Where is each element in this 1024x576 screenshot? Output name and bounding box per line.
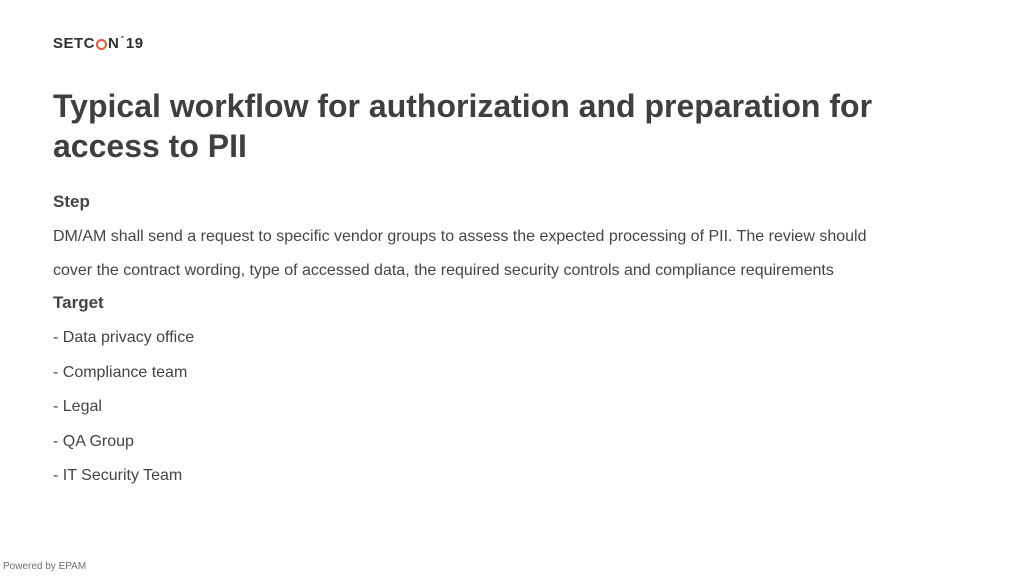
target-list — [53, 321, 983, 494]
logo-text-n: N — [108, 35, 120, 52]
slide-content — [53, 188, 983, 494]
target-label: Target — [53, 293, 104, 312]
list-item: - QA Group — [53, 432, 134, 450]
logo-text-setc: SETC — [53, 35, 96, 52]
slide-title: Typical workflow for authorization and preparation for access to PII — [53, 88, 873, 164]
list-item: - Compliance team — [53, 363, 188, 381]
list-item: - IT Security Team — [53, 467, 183, 484]
logo-ring-icon — [96, 39, 107, 50]
logo-year: 19 — [125, 35, 144, 52]
step-description-line: cover the contract wording, type of accessed data, the required security controls and compliance requirements — [53, 262, 834, 279]
step-label: Step — [53, 192, 90, 211]
step-description-line: DM/AM shall send a request to specific vendor groups to assess the expected processing of PII. The review should — [53, 228, 867, 245]
list-item: - Legal — [53, 398, 102, 415]
step-description — [53, 220, 983, 288]
logo-apostrophe: ´ — [120, 34, 125, 48]
setcon-logo — [53, 34, 144, 54]
footer-powered-by: Powered by EPAM — [3, 561, 87, 572]
list-item: - Data privacy office — [53, 329, 195, 346]
